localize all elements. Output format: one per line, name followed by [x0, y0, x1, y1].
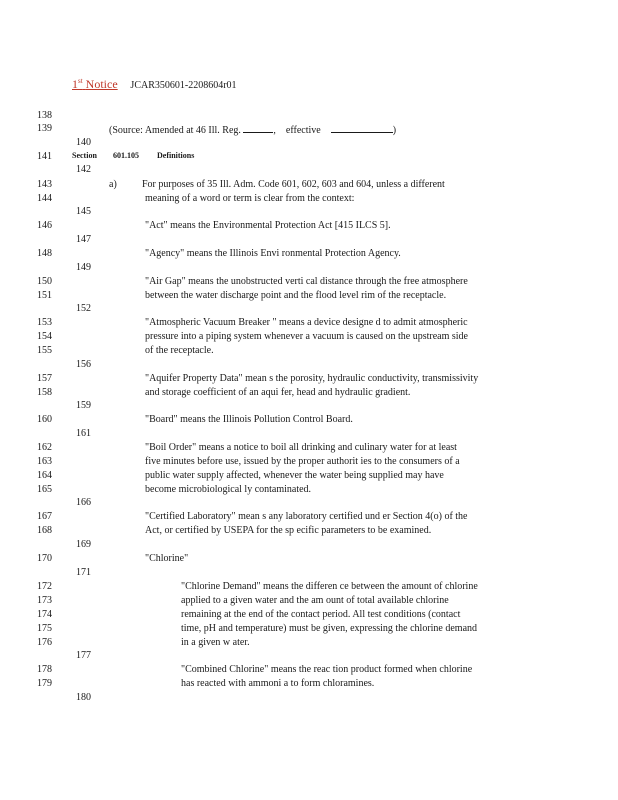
section-number: 601.105 [113, 151, 139, 160]
clause-label: a) [109, 179, 117, 190]
notice-header [72, 77, 237, 92]
text-line: has reacted with ammoni a to form chloramines. [181, 678, 375, 689]
line-number: 149 [76, 262, 91, 273]
line-number: 153 [37, 317, 52, 328]
line-number: 174 [37, 609, 52, 620]
definition-boil-order: "Boil Order" means a notice to boil all drinking and culinary water for at least [145, 442, 457, 453]
line-number: 138 [37, 110, 52, 121]
line-number: 157 [37, 373, 52, 384]
line-number: 161 [76, 428, 91, 439]
text-line: remaining at the end of the contact period. All test conditions (contact [181, 609, 461, 620]
line-number: 145 [76, 206, 91, 217]
line-number: 162 [37, 442, 52, 453]
text-line: meaning of a word or term is clear from the context: [145, 193, 355, 204]
line-number: 176 [37, 637, 52, 648]
line-number: 164 [37, 470, 52, 481]
line-number: 152 [76, 303, 91, 314]
line-number: 142 [76, 164, 91, 175]
definition-vacuum-breaker: "Atmospheric Vacuum Breaker " means a device designe d to admit atmospheric [145, 317, 468, 328]
line-number: 169 [76, 539, 91, 550]
line-number: 179 [37, 678, 52, 689]
text-line: applied to a given water and the am ount of total available chlorine [181, 595, 449, 606]
source-note: (Source: Amended at 46 Ill. Reg. , effective ) [109, 125, 397, 136]
line-number: 173 [37, 595, 52, 606]
line-number: 168 [37, 525, 52, 536]
text-line: pressure into a piping system whenever a vacuum is caused on the upstream side [145, 331, 468, 342]
text-line: of the receptacle. [145, 345, 214, 356]
line-number: 163 [37, 456, 52, 467]
line-number: 178 [37, 664, 52, 675]
line-number: 158 [37, 387, 52, 398]
section-label: Section [72, 151, 97, 160]
line-number: 166 [76, 497, 91, 508]
line-number: 150 [37, 276, 52, 287]
line-number: 154 [37, 331, 52, 342]
line-number: 172 [37, 581, 52, 592]
jcar-code: JCAR350601-2208604r01 [130, 80, 237, 91]
section-title: Definitions [157, 151, 195, 160]
line-number: 167 [37, 511, 52, 522]
definition-combined-chlorine: "Combined Chlorine" means the reac tion product formed when chlorine [181, 664, 473, 675]
definition-board: "Board" means the Illinois Pollution Control Board. [145, 414, 353, 425]
definition-aquifer-data: "Aquifer Property Data" mean s the porosity, hydraulic conductivity, transmissivity [145, 373, 479, 384]
line-number: 165 [37, 484, 52, 495]
text-line: time, pH and temperature) must be given, expressing the chlorine demand [181, 623, 478, 634]
definition-chlorine-demand: "Chlorine Demand" means the differen ce between the amount of chlorine [181, 581, 478, 592]
line-number: 171 [76, 567, 91, 578]
definition-chlorine: "Chlorine" [145, 553, 189, 564]
line-number: 141 [37, 151, 52, 162]
line-number: 180 [76, 692, 91, 703]
line-number: 143 [37, 179, 52, 190]
line-number: 151 [37, 290, 52, 301]
text-line: become microbiological ly contaminated. [145, 484, 312, 495]
line-number: 170 [37, 553, 52, 564]
line-number: 139 [37, 123, 52, 134]
notice-label: 1st Notice [72, 77, 118, 91]
line-number: 160 [37, 414, 52, 425]
text-line: between the water discharge point and the flood level rim of the receptacle. [145, 290, 447, 301]
text-line: and storage coefficient of an aqui fer, head and hydraulic gradient. [145, 387, 411, 398]
definition-act: "Act" means the Environmental Protection Act [415 ILCS 5]. [145, 220, 391, 231]
line-number: 140 [76, 137, 91, 148]
definition-air-gap: "Air Gap" means the unobstructed verti cal distance through the free atmosphere [145, 276, 468, 287]
line-number: 147 [76, 234, 91, 245]
text-line: For purposes of 35 Ill. Adm. Code 601, 602, 603 and 604, unless a different [142, 179, 445, 190]
text-line: Act, or certified by USEPA for the sp ecific parameters to be examined. [145, 525, 432, 536]
line-number: 156 [76, 359, 91, 370]
line-number: 177 [76, 650, 91, 661]
line-number: 144 [37, 193, 52, 204]
line-number: 148 [37, 248, 52, 259]
definition-agency: "Agency" means the Illinois Envi ronmental Protection Agency. [145, 248, 401, 259]
line-number: 155 [37, 345, 52, 356]
text-line: in a given w ater. [181, 637, 250, 648]
line-number: 146 [37, 220, 52, 231]
line-number: 159 [76, 400, 91, 411]
line-number: 175 [37, 623, 52, 634]
text-line: five minutes before use, issued by the proper authorit ies to the consumers of a [145, 456, 460, 467]
definition-certified-lab: "Certified Laboratory" mean s any laboratory certified und er Section 4(o) of the [145, 511, 468, 522]
text-line: public water supply affected, whenever the water being supplied may have [145, 470, 444, 481]
